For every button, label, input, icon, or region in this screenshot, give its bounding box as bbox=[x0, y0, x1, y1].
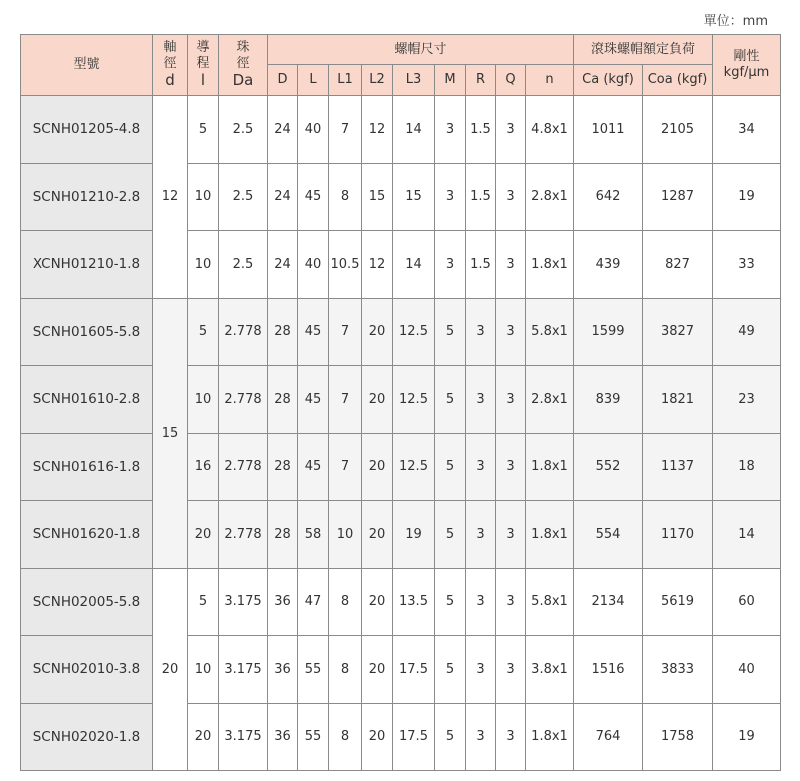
cell-n: 4.8x1 bbox=[526, 96, 574, 164]
header-lead bbox=[188, 35, 219, 96]
header-M: M bbox=[435, 65, 466, 96]
cell-da: 2.778 bbox=[219, 366, 268, 434]
cell-model: SCNH02005-5.8 bbox=[21, 568, 153, 636]
cell-l2: 20 bbox=[362, 636, 393, 704]
cell-model: SCNH01616-1.8 bbox=[21, 433, 153, 501]
cell-q: 3 bbox=[496, 96, 526, 164]
cell-k: 40 bbox=[713, 636, 781, 704]
cell-d: 28 bbox=[268, 501, 298, 569]
cell-da: 3.175 bbox=[219, 568, 268, 636]
table-row bbox=[21, 366, 781, 434]
cell-k: 60 bbox=[713, 568, 781, 636]
table-row bbox=[21, 433, 781, 501]
cell-l: 45 bbox=[298, 163, 329, 231]
cell-l: 47 bbox=[298, 568, 329, 636]
cell-r: 1.5 bbox=[466, 163, 496, 231]
table-row bbox=[21, 163, 781, 231]
header-stiffness-label: 剛性 bbox=[733, 49, 760, 64]
cell-l: 10 bbox=[188, 231, 219, 299]
cell-k: 18 bbox=[713, 433, 781, 501]
cell-model: SCNH02020-1.8 bbox=[21, 703, 153, 771]
header-lead-label: 導 程 bbox=[196, 40, 210, 71]
cell-n: 1.8x1 bbox=[526, 501, 574, 569]
cell-coa: 3833 bbox=[643, 636, 713, 704]
cell-q: 3 bbox=[496, 568, 526, 636]
cell-l1: 10.5 bbox=[329, 231, 362, 299]
cell-q: 3 bbox=[496, 501, 526, 569]
cell-r: 3 bbox=[466, 366, 496, 434]
cell-da: 2.778 bbox=[219, 501, 268, 569]
cell-da: 2.778 bbox=[219, 298, 268, 366]
header-D: D bbox=[268, 65, 298, 96]
cell-r: 3 bbox=[466, 501, 496, 569]
cell-q: 3 bbox=[496, 703, 526, 771]
cell-m: 5 bbox=[435, 636, 466, 704]
cell-l: 55 bbox=[298, 636, 329, 704]
header-R: R bbox=[466, 65, 496, 96]
table-row bbox=[21, 96, 781, 164]
table-row bbox=[21, 636, 781, 704]
cell-d: 36 bbox=[268, 568, 298, 636]
cell-l1: 7 bbox=[329, 366, 362, 434]
cell-l: 10 bbox=[188, 163, 219, 231]
cell-r: 1.5 bbox=[466, 231, 496, 299]
header-stiffness-unit: kgf/μm bbox=[723, 65, 770, 80]
cell-n: 1.8x1 bbox=[526, 231, 574, 299]
header-Q: Q bbox=[496, 65, 526, 96]
cell-r: 3 bbox=[466, 298, 496, 366]
cell-l3: 17.5 bbox=[393, 636, 435, 704]
cell-l: 58 bbox=[298, 501, 329, 569]
table-row bbox=[21, 501, 781, 569]
cell-l3: 12.5 bbox=[393, 433, 435, 501]
cell-model: SCNH01610-2.8 bbox=[21, 366, 153, 434]
cell-ca: 2134 bbox=[574, 568, 643, 636]
cell-n: 1.8x1 bbox=[526, 703, 574, 771]
cell-da: 3.175 bbox=[219, 703, 268, 771]
cell-k: 14 bbox=[713, 501, 781, 569]
cell-r: 3 bbox=[466, 433, 496, 501]
cell-l: 40 bbox=[298, 231, 329, 299]
cell-n: 5.8x1 bbox=[526, 298, 574, 366]
header-rated-load: 滾珠螺帽額定負荷 bbox=[574, 35, 713, 65]
cell-l2: 12 bbox=[362, 231, 393, 299]
header-shaft-diameter-label: 軸 徑 bbox=[163, 40, 177, 71]
cell-l: 10 bbox=[188, 366, 219, 434]
cell-d: 28 bbox=[268, 366, 298, 434]
cell-l: 10 bbox=[188, 636, 219, 704]
header-L1: L1 bbox=[329, 65, 362, 96]
cell-q: 3 bbox=[496, 636, 526, 704]
cell-shaft-diameter: 15 bbox=[153, 298, 188, 568]
cell-coa: 5619 bbox=[643, 568, 713, 636]
cell-l3: 14 bbox=[393, 96, 435, 164]
cell-ca: 1599 bbox=[574, 298, 643, 366]
cell-l2: 20 bbox=[362, 703, 393, 771]
cell-n: 3.8x1 bbox=[526, 636, 574, 704]
cell-l: 45 bbox=[298, 298, 329, 366]
cell-m: 3 bbox=[435, 96, 466, 164]
cell-l: 20 bbox=[188, 501, 219, 569]
header-ball-diameter-symbol: Da bbox=[232, 71, 254, 89]
cell-l3: 19 bbox=[393, 501, 435, 569]
cell-model: SCNH01205-4.8 bbox=[21, 96, 153, 164]
header-shaft-diameter-symbol: d bbox=[165, 71, 175, 89]
cell-l2: 20 bbox=[362, 568, 393, 636]
cell-da: 2.5 bbox=[219, 163, 268, 231]
cell-l3: 12.5 bbox=[393, 366, 435, 434]
cell-ca: 554 bbox=[574, 501, 643, 569]
table-row bbox=[21, 703, 781, 771]
cell-coa: 827 bbox=[643, 231, 713, 299]
cell-l: 20 bbox=[188, 703, 219, 771]
cell-m: 5 bbox=[435, 568, 466, 636]
header-L: L bbox=[298, 65, 329, 96]
cell-l3: 13.5 bbox=[393, 568, 435, 636]
cell-l: 5 bbox=[188, 96, 219, 164]
table-row bbox=[21, 568, 781, 636]
ball-screw-nut-spec-table bbox=[20, 34, 781, 771]
cell-l: 5 bbox=[188, 568, 219, 636]
cell-q: 3 bbox=[496, 433, 526, 501]
cell-r: 3 bbox=[466, 703, 496, 771]
header-L2: L2 bbox=[362, 65, 393, 96]
cell-m: 5 bbox=[435, 501, 466, 569]
cell-k: 19 bbox=[713, 703, 781, 771]
cell-l: 40 bbox=[298, 96, 329, 164]
cell-coa: 1758 bbox=[643, 703, 713, 771]
cell-l: 16 bbox=[188, 433, 219, 501]
cell-ca: 764 bbox=[574, 703, 643, 771]
cell-k: 33 bbox=[713, 231, 781, 299]
header-model: 型號 bbox=[21, 35, 153, 96]
cell-shaft-diameter: 12 bbox=[153, 96, 188, 299]
cell-l1: 10 bbox=[329, 501, 362, 569]
cell-k: 34 bbox=[713, 96, 781, 164]
cell-ca: 839 bbox=[574, 366, 643, 434]
cell-coa: 1287 bbox=[643, 163, 713, 231]
header-ball-diameter bbox=[219, 35, 268, 96]
cell-model: SCNH01210-2.8 bbox=[21, 163, 153, 231]
cell-ca: 552 bbox=[574, 433, 643, 501]
cell-d: 24 bbox=[268, 163, 298, 231]
cell-m: 5 bbox=[435, 366, 466, 434]
cell-m: 5 bbox=[435, 703, 466, 771]
cell-model: SCNH02010-3.8 bbox=[21, 636, 153, 704]
header-Ca: Ca (kgf) bbox=[574, 65, 643, 96]
cell-m: 3 bbox=[435, 163, 466, 231]
cell-l1: 8 bbox=[329, 636, 362, 704]
cell-d: 28 bbox=[268, 433, 298, 501]
cell-l: 45 bbox=[298, 433, 329, 501]
cell-d: 36 bbox=[268, 636, 298, 704]
header-lead-symbol: l bbox=[200, 71, 206, 89]
cell-d: 36 bbox=[268, 703, 298, 771]
cell-l: 5 bbox=[188, 298, 219, 366]
cell-n: 5.8x1 bbox=[526, 568, 574, 636]
header-stiffness bbox=[713, 35, 781, 96]
cell-d: 28 bbox=[268, 298, 298, 366]
cell-q: 3 bbox=[496, 231, 526, 299]
header-n: n bbox=[526, 65, 574, 96]
cell-da: 2.778 bbox=[219, 433, 268, 501]
cell-l: 45 bbox=[298, 366, 329, 434]
cell-l3: 15 bbox=[393, 163, 435, 231]
cell-l1: 8 bbox=[329, 703, 362, 771]
cell-q: 3 bbox=[496, 298, 526, 366]
cell-l2: 12 bbox=[362, 96, 393, 164]
cell-d: 24 bbox=[268, 231, 298, 299]
cell-model: SCNH01620-1.8 bbox=[21, 501, 153, 569]
cell-ca: 439 bbox=[574, 231, 643, 299]
cell-model: SCNH01605-5.8 bbox=[21, 298, 153, 366]
table-row bbox=[21, 298, 781, 366]
cell-l3: 12.5 bbox=[393, 298, 435, 366]
header-shaft-diameter bbox=[153, 35, 188, 96]
cell-coa: 2105 bbox=[643, 96, 713, 164]
cell-n: 2.8x1 bbox=[526, 366, 574, 434]
cell-m: 5 bbox=[435, 298, 466, 366]
cell-ca: 1011 bbox=[574, 96, 643, 164]
cell-q: 3 bbox=[496, 366, 526, 434]
cell-l1: 8 bbox=[329, 163, 362, 231]
cell-l3: 17.5 bbox=[393, 703, 435, 771]
cell-da: 2.5 bbox=[219, 96, 268, 164]
cell-r: 3 bbox=[466, 636, 496, 704]
header-ball-diameter-label: 珠 徑 bbox=[236, 40, 250, 71]
cell-l2: 20 bbox=[362, 433, 393, 501]
cell-l: 55 bbox=[298, 703, 329, 771]
cell-k: 49 bbox=[713, 298, 781, 366]
cell-l1: 7 bbox=[329, 433, 362, 501]
table-row bbox=[21, 231, 781, 299]
cell-q: 3 bbox=[496, 163, 526, 231]
cell-l1: 7 bbox=[329, 96, 362, 164]
cell-coa: 1137 bbox=[643, 433, 713, 501]
header-Coa: Coa (kgf) bbox=[643, 65, 713, 96]
cell-m: 5 bbox=[435, 433, 466, 501]
header-L3: L3 bbox=[393, 65, 435, 96]
cell-n: 1.8x1 bbox=[526, 433, 574, 501]
unit-label: 單位：mm bbox=[703, 14, 768, 29]
cell-ca: 1516 bbox=[574, 636, 643, 704]
cell-l2: 20 bbox=[362, 501, 393, 569]
header-nut-dimensions: 螺帽尺寸 bbox=[268, 35, 574, 65]
cell-coa: 3827 bbox=[643, 298, 713, 366]
cell-m: 3 bbox=[435, 231, 466, 299]
cell-model: XCNH01210-1.8 bbox=[21, 231, 153, 299]
cell-shaft-diameter: 20 bbox=[153, 568, 188, 771]
cell-l2: 15 bbox=[362, 163, 393, 231]
cell-ca: 642 bbox=[574, 163, 643, 231]
cell-l3: 14 bbox=[393, 231, 435, 299]
cell-da: 2.5 bbox=[219, 231, 268, 299]
cell-k: 23 bbox=[713, 366, 781, 434]
cell-r: 3 bbox=[466, 568, 496, 636]
cell-coa: 1170 bbox=[643, 501, 713, 569]
cell-k: 19 bbox=[713, 163, 781, 231]
cell-l2: 20 bbox=[362, 366, 393, 434]
cell-l2: 20 bbox=[362, 298, 393, 366]
cell-coa: 1821 bbox=[643, 366, 713, 434]
cell-da: 3.175 bbox=[219, 636, 268, 704]
cell-d: 24 bbox=[268, 96, 298, 164]
cell-n: 2.8x1 bbox=[526, 163, 574, 231]
cell-l1: 7 bbox=[329, 298, 362, 366]
cell-l1: 8 bbox=[329, 568, 362, 636]
cell-r: 1.5 bbox=[466, 96, 496, 164]
